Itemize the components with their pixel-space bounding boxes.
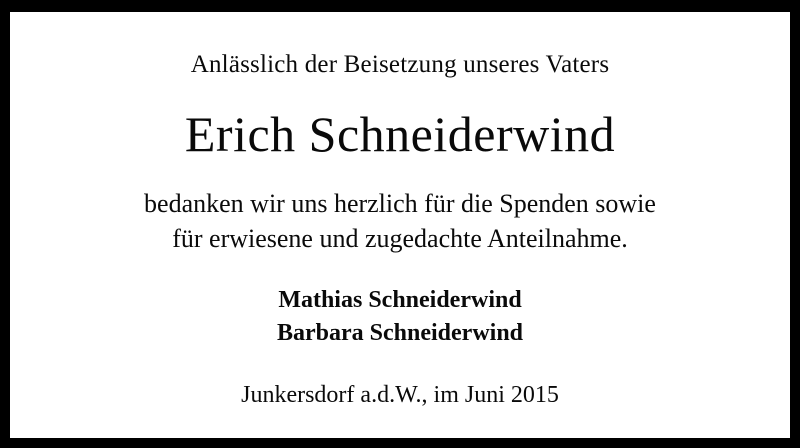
- thanks-text-line: für erwiesene und zugedachte Anteilnahme.: [172, 223, 628, 253]
- signer-name: Mathias Schneiderwind: [278, 286, 522, 313]
- signers-block: [277, 284, 523, 351]
- deceased-name: Erich Schneiderwind: [184, 106, 616, 162]
- intro-line: Anlässlich der Beisetzung unseres Vaters: [190, 51, 610, 78]
- thanks-text: [144, 186, 656, 256]
- thanks-text-line: bedanken wir uns herzlich für die Spenden sowie: [144, 188, 656, 218]
- obituary-card: [10, 12, 790, 438]
- place-and-date: Junkersdorf a.d.W., im Juni 2015: [241, 381, 559, 408]
- signer-name: Barbara Schneiderwind: [276, 320, 524, 347]
